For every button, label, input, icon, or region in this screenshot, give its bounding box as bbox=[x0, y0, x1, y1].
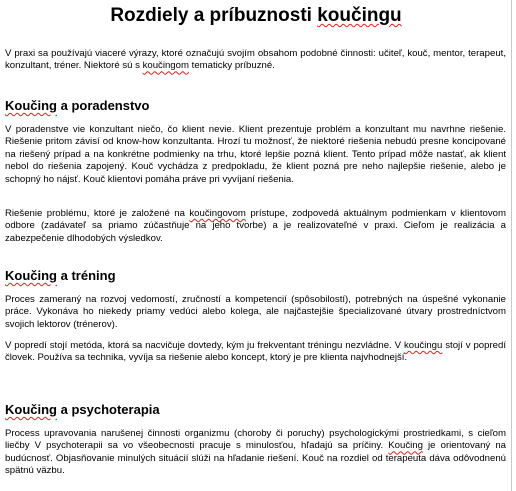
intro-paragraph bbox=[5, 48, 506, 73]
paragraph-spellcheck-word: koučingovom bbox=[189, 208, 246, 219]
heading-psychoterapia bbox=[5, 402, 160, 418]
heading-poradenstvo bbox=[5, 98, 149, 114]
psychoterapia-paragraph-1 bbox=[5, 428, 506, 478]
heading-trening bbox=[5, 268, 116, 284]
paragraph-text: Process upravovania narušenej činnosti organizmu (choroby či poruchy) psychologickými prostriedkami, s cieľom liečby V psychoterapii sa vo všeobecnosti pracuje s minulosťou, hľadajú sa príčiny. bbox=[5, 428, 506, 452]
trening-paragraph-2 bbox=[5, 340, 506, 365]
intro-spellcheck-word: koučingom bbox=[142, 60, 189, 72]
intro-text: V praxi sa používajú viaceré výrazy, ktoré označujú svojím obsahom podobné činnosti: učiteľ, kouč, mentor, terapeut, konzultant, tréner. Niektoré sú s bbox=[5, 48, 506, 72]
paragraph-text: Proces zameraný na rozvoj vedomostí, zručností a kompetencií (spôsobilostí), potrebných na úspešné vykonanie práce. Vykonáva ho niekedy priamy vedúci alebo kolega, ale najčastejšie špecializované útvary prostredníctvom svojich lektorov (trénerov). bbox=[5, 294, 506, 330]
heading-spellcheck-word: Koučing bbox=[5, 402, 57, 417]
title-spellcheck-word: koučingu bbox=[317, 5, 402, 26]
intro-text-end: tematicky príbuzné. bbox=[188, 60, 275, 72]
poradenstvo-paragraph-2 bbox=[5, 208, 506, 245]
page-title bbox=[0, 4, 512, 28]
paragraph-text: V poradenstve vie konzultant niečo, čo klient nevie. Klient prezentuje problém a konzultant mu navrhne riešenie. Riešenie pritom závisí od know-how konzultanta. Hrozí tu možnosť, že niektoré riešenia nebudú presne koncipované na riešený prípad a na konkrétne podmienky na trhu, ktoré lepšie pozná klient. Tento prípad môže nastať, ak klient nebol do riešenia zapojený. Kouč vychádza z predpokladu, že klient pozná pre neho najlepšie riešenie, alebo je schopný ho nájsť. Kouč klientovi pomáha práve pri vyvíjaní riešenia. bbox=[5, 124, 506, 185]
paragraph-spellcheck-word: koučingu bbox=[403, 340, 443, 351]
heading-rest: a poradenstvo bbox=[57, 98, 150, 113]
paragraph-text-end: stojí v popredí človek. Používa sa technika, vyvíja sa riešenie alebo koncept, ktorý je pre klienta najvhodnejší. bbox=[5, 340, 507, 364]
paragraph-text: V popredí stojí metóda, ktorá sa nacvičuje dovtedy, kým ju frekventant tréningu nezvládne. V bbox=[5, 340, 404, 351]
paragraph-text: Riešenie problému, ktoré je založené na bbox=[5, 208, 190, 219]
paragraph-text-end: je orientovaný na budúcnosť. Objasňovanie minulých situácií slúži na hľadanie riešení. Kouč na rozdiel od terapeuta dáva odôvodnenú spätnú väzbu. bbox=[5, 440, 507, 477]
heading-rest: a tréning bbox=[57, 268, 116, 283]
paragraph-text-end: prístupe, zodpovedá aktuálnym podmienkam v klientovom odbore (zadávateľ sa priamo zúčastňuje na jeho tvorbe) a je realizovateľné v praxi. Cieľom je realizácia a zabezpečenie dlhodobých výsledkov. bbox=[5, 208, 506, 244]
title-text: Rozdiely a príbuznosti bbox=[110, 5, 318, 26]
heading-spellcheck-word: Koučing bbox=[5, 98, 57, 113]
paragraph-spellcheck-word: Koučing bbox=[388, 440, 423, 452]
heading-spellcheck-word: Koučing bbox=[5, 268, 57, 283]
heading-rest: a psychoterapia bbox=[57, 402, 160, 417]
trening-paragraph-1 bbox=[5, 294, 506, 331]
poradenstvo-paragraph-1 bbox=[5, 124, 506, 186]
